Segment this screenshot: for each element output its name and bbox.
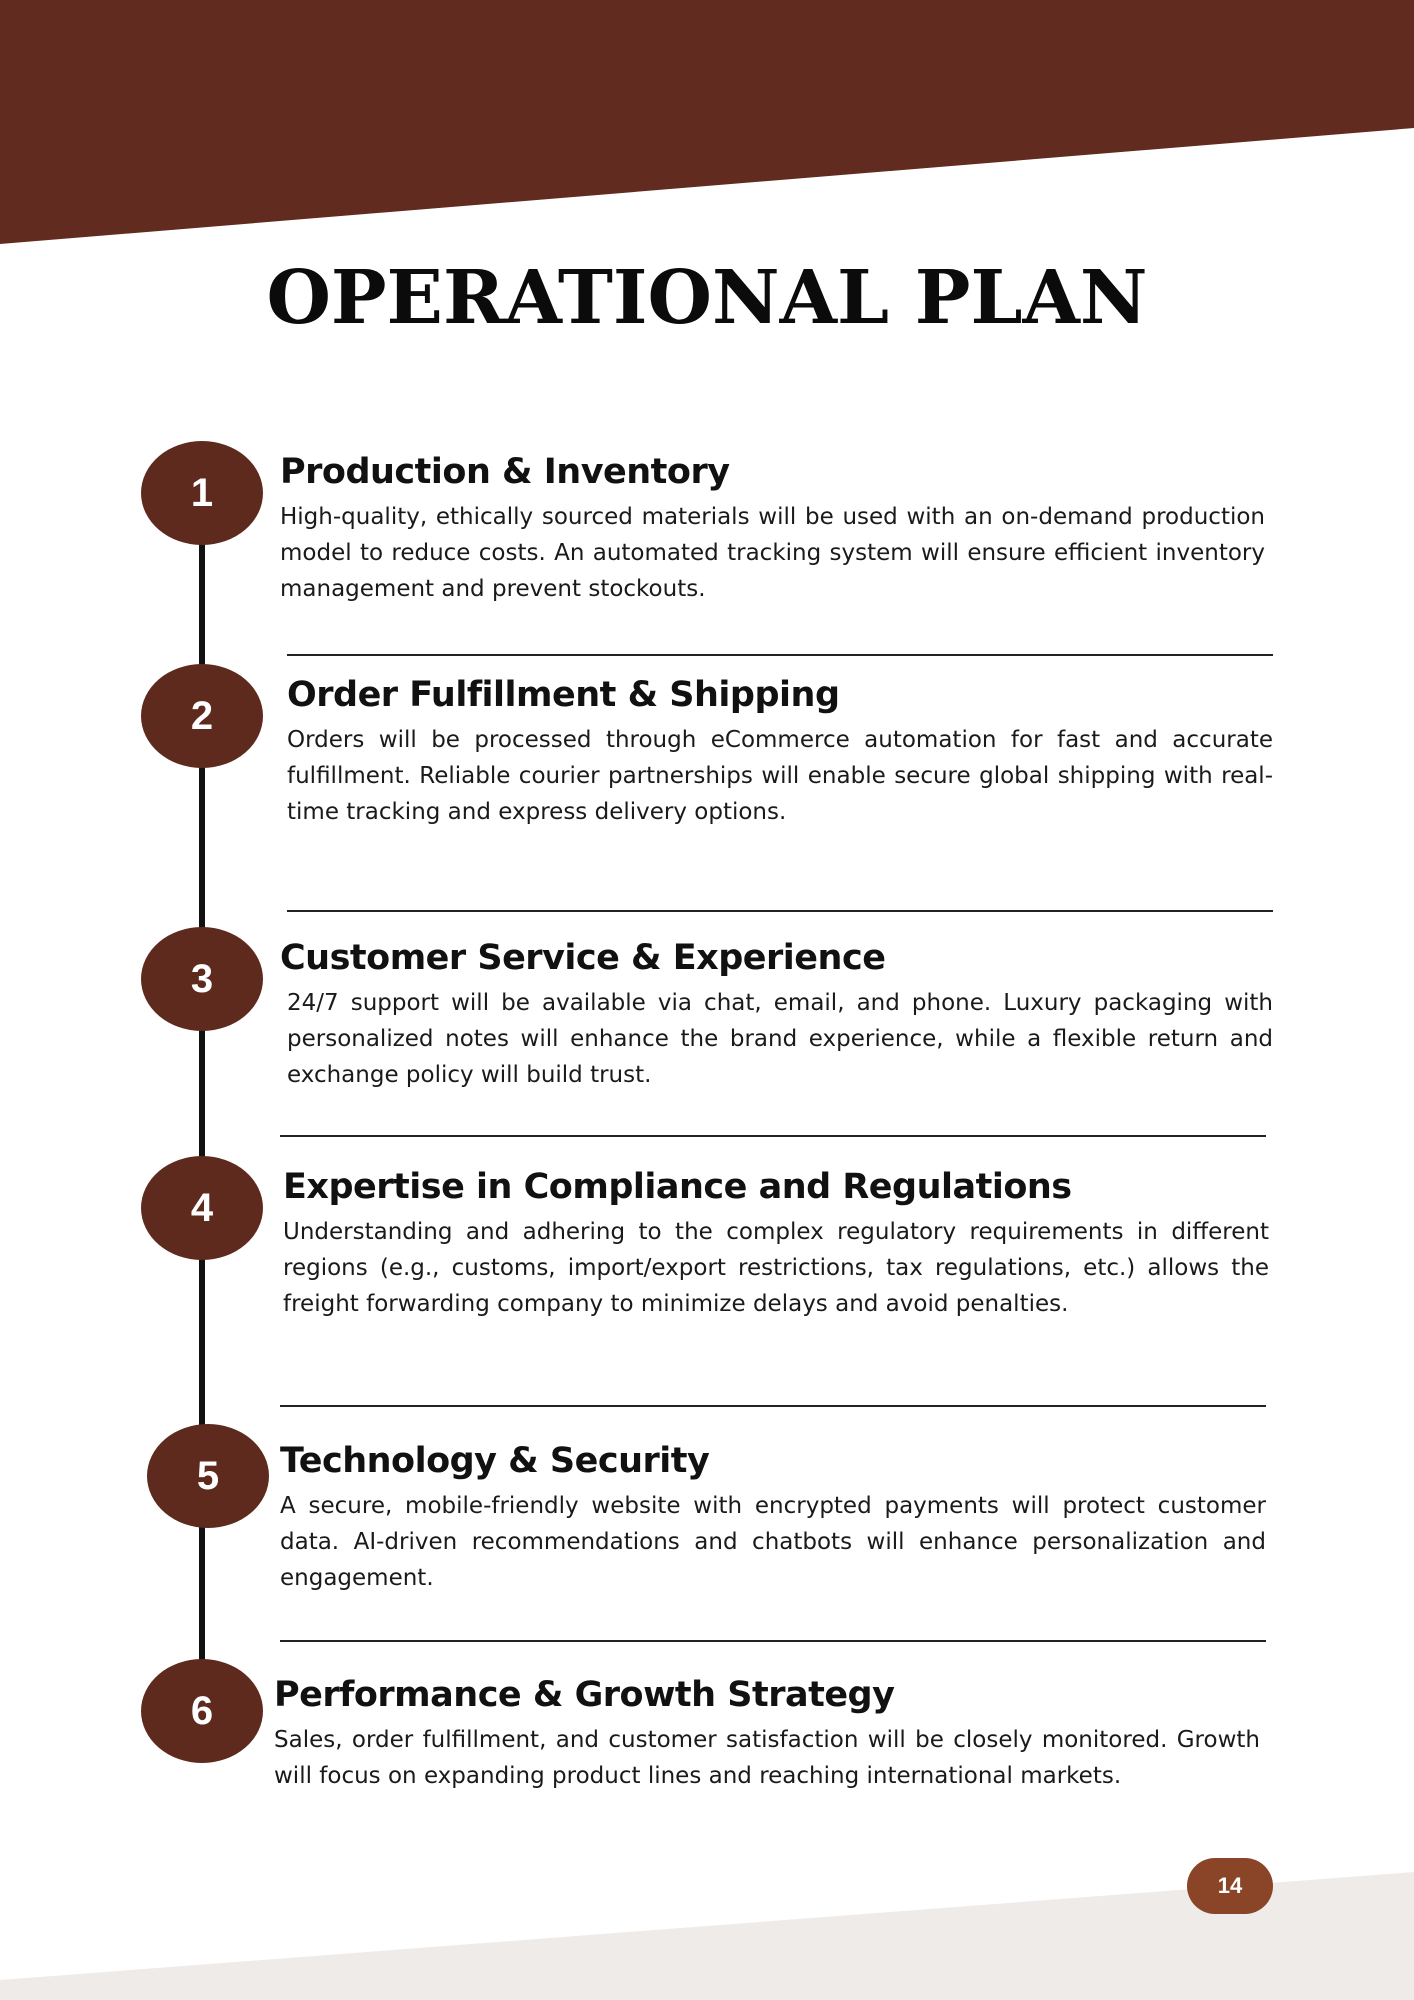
step-description: Orders will be processed through eCommerce automation for fast and accurate fulfillment. Reliable courier partnerships will enable secure global shipping with real-time tracking and express delivery options. <box>287 727 1273 825</box>
step-divider <box>280 1640 1266 1642</box>
step-number-badge: 5 <box>147 1424 269 1528</box>
step-description: Understanding and adhering to the complex regulatory requirements in different regions (e.g., customs, import/export restrictions, tax regulations, etc.) allows the freight forwarding company to minimize delays and avoid penalties. <box>283 1219 1269 1317</box>
header-band <box>0 0 1414 250</box>
step-description: Sales, order fulfillment, and customer satisfaction will be closely monitored. Growth will focus on expanding product lines and reaching international markets. <box>274 1727 1260 1789</box>
step-technology-security <box>280 1438 1266 1596</box>
step-number-badge: 2 <box>141 664 263 768</box>
step-number-badge: 6 <box>141 1659 263 1763</box>
step-heading: Customer Service & Experience <box>280 938 886 978</box>
step-performance-growth <box>274 1672 1260 1794</box>
step-compliance-regulations <box>283 1164 1269 1322</box>
step-heading: Expertise in Compliance and Regulations <box>283 1167 1072 1207</box>
step-divider <box>287 654 1273 656</box>
step-number-badge: 3 <box>141 927 263 1031</box>
step-description: High-quality, ethically sourced materials will be used with an on-demand production model to reduce costs. An automated tracking system will ensure efficient inventory management and prevent stockouts. <box>280 504 1265 602</box>
page-number-badge: 14 <box>1187 1858 1273 1914</box>
step-description: A secure, mobile-friendly website with encrypted payments will protect customer data. AI-driven recommendations and chatbots will enhance personalization and engagement. <box>280 1493 1266 1591</box>
step-description: 24/7 support will be available via chat, email, and phone. Luxury packaging with personalized notes will enhance the brand experience, while a flexible return and exchange policy will build trust. <box>287 990 1273 1088</box>
step-number-badge: 4 <box>141 1156 263 1260</box>
step-heading: Production & Inventory <box>280 452 730 492</box>
step-number-badge: 1 <box>141 441 263 545</box>
step-heading: Performance & Growth Strategy <box>274 1675 895 1715</box>
step-divider <box>280 1135 1266 1137</box>
step-heading: Technology & Security <box>280 1441 710 1481</box>
page-title: OPERATIONAL PLAN <box>266 255 1148 341</box>
step-divider <box>287 910 1273 912</box>
step-production-inventory <box>280 449 1265 607</box>
step-heading: Order Fulfillment & Shipping <box>287 675 840 715</box>
step-customer-service-experience <box>280 935 1273 1093</box>
step-divider <box>280 1405 1266 1407</box>
step-order-fulfillment-shipping <box>287 672 1273 830</box>
